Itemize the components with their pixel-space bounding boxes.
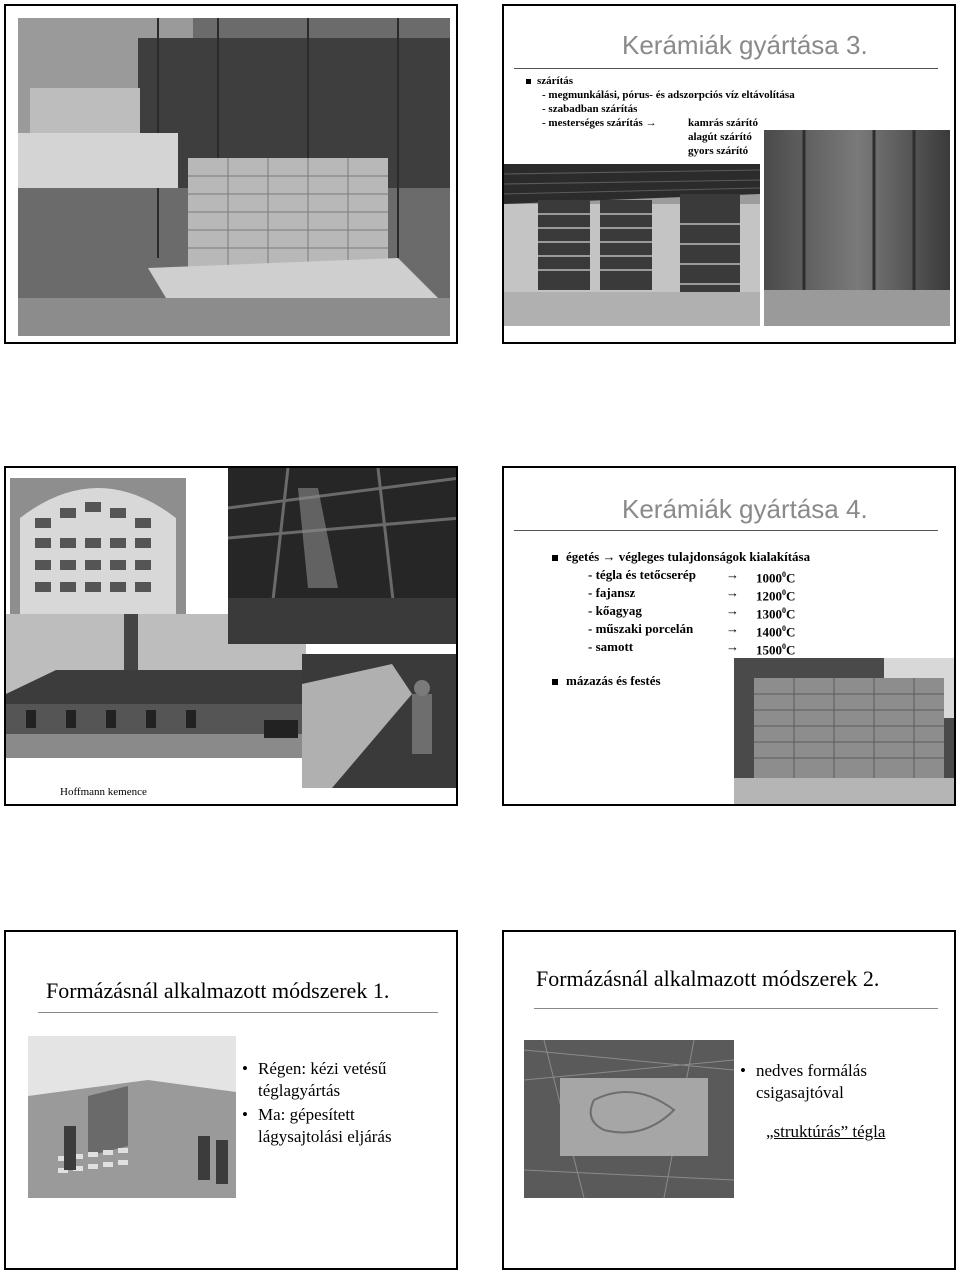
material-row: - kőagyag → 1300$^0$C [588,603,796,622]
firing-result: végleges tulajdonságok kialakítása [618,549,811,564]
kiln-worker-photo [302,654,458,788]
list-item: • Ma: gépesített lágysajtolási eljárás [240,1104,440,1148]
slide-middle-left [4,466,458,806]
material-name: műszaki porcelán [595,621,694,636]
temp-unit: C [786,642,796,658]
square-bullet-icon [552,679,558,685]
dryer-type: alagút szárító [688,131,752,143]
degree-mark: 0 [782,588,786,597]
slide-title: Formázásnál alkalmazott módszerek 1. [46,978,390,1003]
drying-item: megmunkálási, pórus- és adszorpciós víz eltávolítása [548,89,795,101]
square-bullet-icon [552,555,558,561]
degree-mark: 0 [782,642,786,651]
title-rule [514,68,938,69]
slide-forming-methods-1 [4,930,458,1270]
arrow-icon: → [645,117,657,129]
brick-stack-photo [734,658,954,804]
hoffmann-caption: Hoffmann kemence [60,786,147,798]
glaze-bullet: mázazás és festés [566,673,661,688]
forming-list-1 [240,1058,440,1150]
arrow-icon: → [726,585,739,600]
slide-title: Kerámiák gyártása 4. [622,494,868,524]
material-temp: 1400 [756,624,782,640]
material-row: - fajansz → 1200$^0$C [588,585,796,604]
material-temp: 1500 [756,642,782,658]
slide-forming-methods-2 [502,930,956,1270]
slide-top-left [4,4,458,344]
degree-mark: 0 [782,606,786,615]
forming-list-2 [738,1060,948,1106]
drying-item: szabadban szárítás [548,103,638,115]
material-temp: 1000 [756,570,782,586]
slide-title: Formázásnál alkalmazott módszerek 2. [536,966,880,991]
degree-mark: 0 [782,624,786,633]
arrow-icon: → [726,567,739,582]
arrow-icon: → [602,549,616,564]
material-row: - tégla és tetőcserép → 1000$^0$C [588,567,796,586]
drying-item: mesterséges szárítás [548,117,643,129]
slide-title: Kerámiák gyártása 3. [622,30,868,60]
arrow-icon: → [726,603,739,618]
title-rule [534,1008,938,1009]
square-bullet-icon [526,79,531,84]
temp-unit: C [786,588,796,604]
arrow-icon: → [726,621,739,636]
dryer-type: gyors szárító [688,145,749,157]
degree-mark: 0 [782,570,786,579]
dryer-type: kamrás szárító [688,117,758,129]
material-temp: 1300 [756,606,782,622]
title-rule [514,530,938,531]
material-row: - műszaki porcelán → 1400$^0$C [588,621,796,640]
temp-unit: C [786,606,796,622]
kiln-interior-roof-photo [228,468,458,644]
material-temp: 1200 [756,588,782,604]
list-item: • Régen: kézi vetésű téglagyártás [240,1058,440,1102]
list-item: • nedves formálás csigasajtóval [738,1060,948,1104]
handmade-brick-painting [28,1036,236,1198]
factory-brick-stack-photo [18,18,450,336]
material-name: fajansz [595,585,636,600]
structured-brick-photo [524,1040,734,1198]
temp-unit: C [786,624,796,640]
tunnel-dryer-photo [764,130,950,326]
material-row: - samott → 1500$^0$C [588,639,796,658]
material-name: tégla és tetőcserép [595,567,696,582]
arrow-icon: → [726,639,739,654]
drying-bullet: szárítás [537,75,574,87]
firing-bullet: égetés [566,549,600,564]
temp-unit: C [786,570,796,586]
material-name: kőagyag [595,603,642,618]
drying-rack-hall-photo [504,164,760,326]
material-name: samott [595,639,634,654]
slide-drying [502,4,956,344]
structured-brick-link[interactable]: „struktúrás” tégla [766,1122,886,1141]
slide-firing [502,466,956,806]
drying-list: szárítás - megmunkálási, pórus- és adszorpciós víz eltávolítása - szabadban szárítás - mesterséges szárítás → kamrás szárító alagút szárító gyors szárító [526,74,795,158]
title-rule [38,1012,438,1013]
kiln-bricks-photo [10,478,186,614]
